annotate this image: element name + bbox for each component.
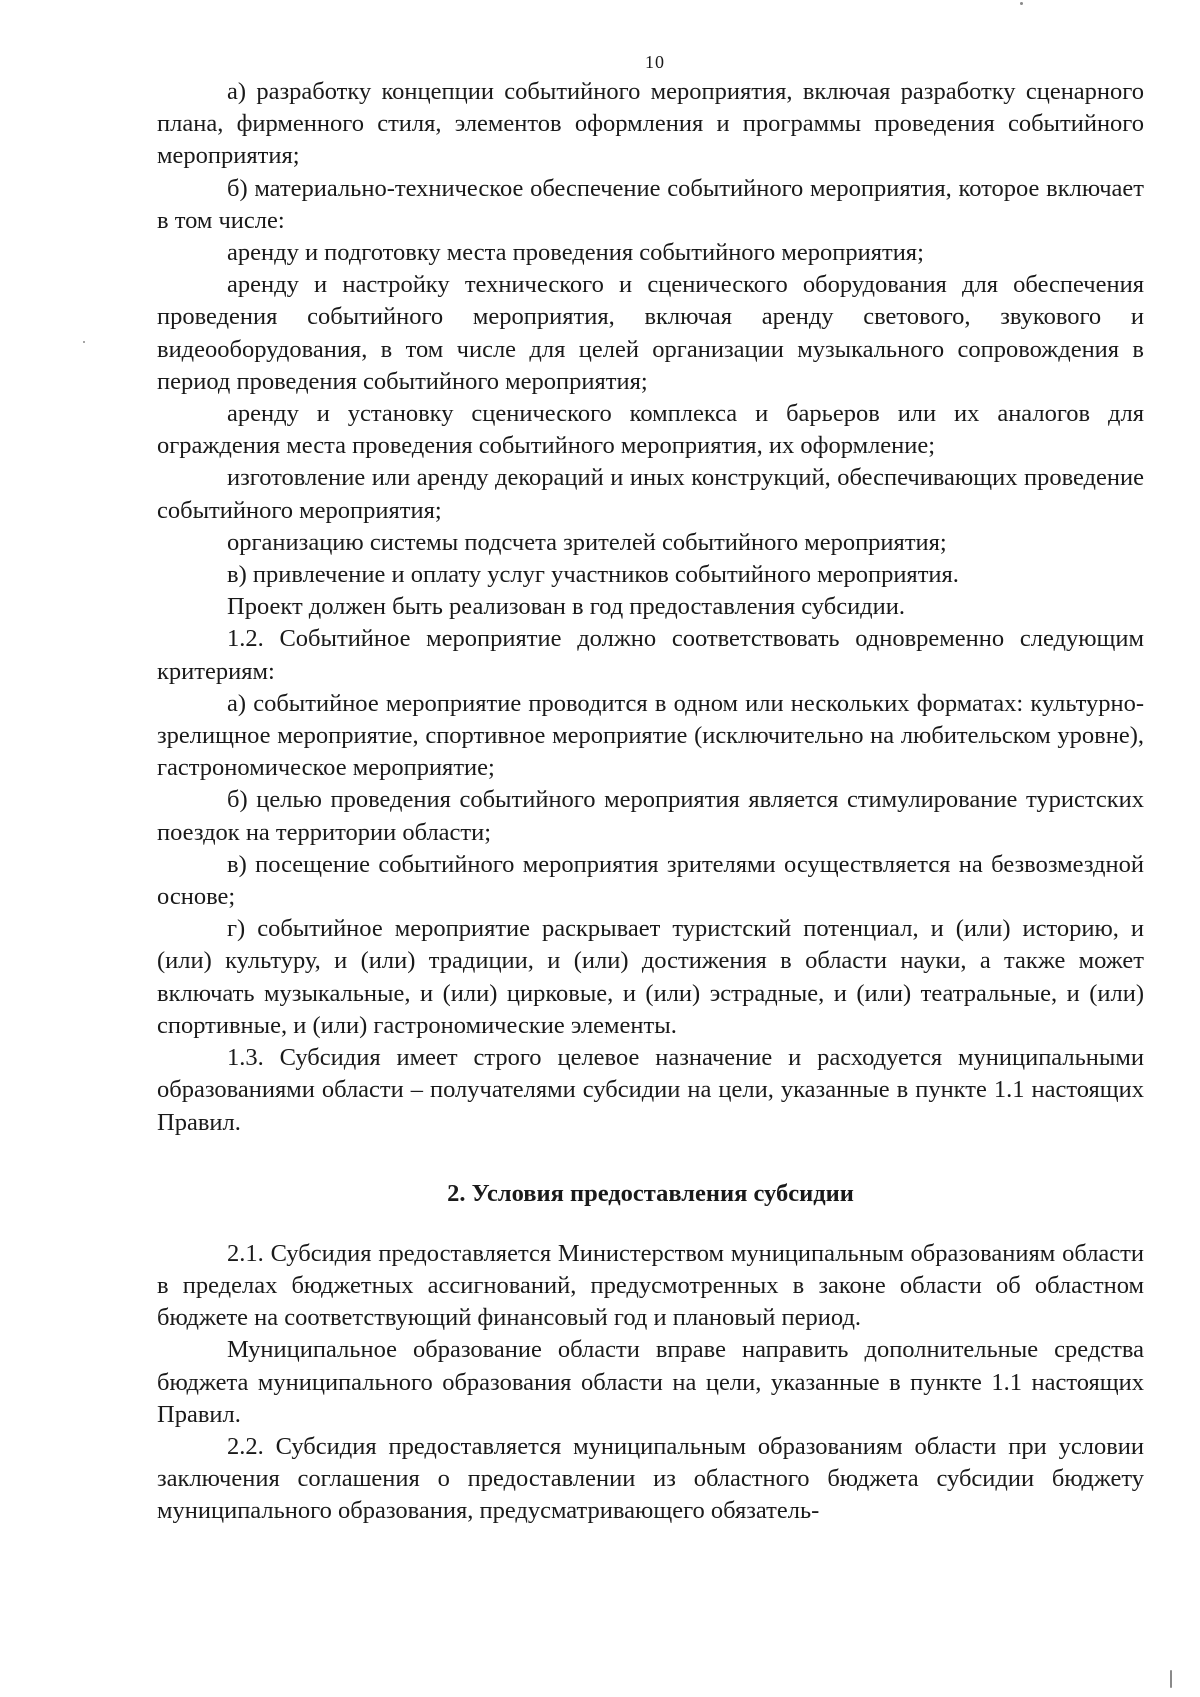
paragraph: в) привлечение и оплату услуг участников событийного мероприятия. <box>227 561 959 589</box>
paragraph: Проект должен быть реализован в год предоставления субсидии. <box>227 593 905 621</box>
paragraph: изготовление или аренду декораций и иных конструкций, обеспечивающих проведение событийного мероприятия; <box>157 464 1144 524</box>
paragraph: аренду и установку сценического комплекса и барьеров или их аналогов для ограждения места проведения событийного мероприятия, их оформление; <box>157 400 1144 460</box>
paragraph: а) событийное мероприятие проводится в одном или нескольких форматах: культурно-зрелищное мероприятие, спортивное мероприятие (исключительно на любительском уровне), гастрономическое мероприятие; <box>157 689 1144 782</box>
paragraph: организацию системы подсчета зрителей событийного мероприятия; <box>227 528 947 556</box>
section-heading: 2. Условия предоставления субсидии <box>447 1179 854 1207</box>
paragraph: б) материально-техническое обеспечение событийного мероприятия, которое включает в том числе: <box>157 174 1144 234</box>
paragraph: а) разработку концепции событийного мероприятия, включая разработку сценарного плана, фирменного стиля, элементов оформления и программы проведения событийного мероприятия; <box>157 78 1144 170</box>
scan-speck <box>1020 2 1023 5</box>
document-body <box>157 76 1144 1528</box>
paragraph: аренду и подготовку места проведения событийного мероприятия; <box>227 239 924 267</box>
paragraph: 1.3. Субсидия имеет строго целевое назначение и расходуется муниципальными образованиями области – получателями субсидии на цели, указанные в пункте 1.1 настоящих Правил. <box>157 1044 1144 1136</box>
paragraph: б) целью проведения событийного мероприятия является стимулирование туристских поездок на территории области; <box>157 786 1144 846</box>
paragraph: 2.2. Субсидия предоставляется муниципальным образованиям области при условии заключения соглашения о предоставлении из областного бюджета субсидии бюджету муниципального образования, предусматривающего обязатель- <box>157 1432 1144 1525</box>
paragraph: Муниципальное образование области вправе направить дополнительные средства бюджета муниципального образования области на цели, указанные в пункте 1.1 настоящих Правил. <box>157 1336 1144 1428</box>
paragraph: г) событийное мероприятие раскрывает туристский потенциал, и (или) историю, и (или) культуру, и (или) традиции, и (или) достижения в области науки, а также может включать музыкальные, и (или) цирковые, и (или) эстрадные, и (или) театральные, и (или) спортивные, и (или) гастрономические элементы. <box>157 915 1144 1039</box>
paragraph: в) посещение событийного мероприятия зрителями осуществляется на безвозмездной основе; <box>157 850 1144 911</box>
scan-speck <box>83 341 85 343</box>
paragraph: 2.1. Субсидия предоставляется Министерством муниципальным образованиям области в пределах бюджетных ассигнований, предусмотренных в законе области об областном бюджете на соответствующий финансовый год и плановый период. <box>157 1239 1144 1332</box>
paragraph: 1.2. Событийное мероприятие должно соответствовать одновременно следующим критериям: <box>157 625 1144 685</box>
paragraph: аренду и настройку технического и сценического оборудования для обеспечения проведения событийного мероприятия, включая аренду светового, звукового и видеооборудования, в том числе для целей организации музыкального сопровождения в период проведения событийного мероприятия; <box>157 271 1144 395</box>
scan-speck <box>1170 1670 1172 1688</box>
page-number: 10 <box>645 52 665 72</box>
